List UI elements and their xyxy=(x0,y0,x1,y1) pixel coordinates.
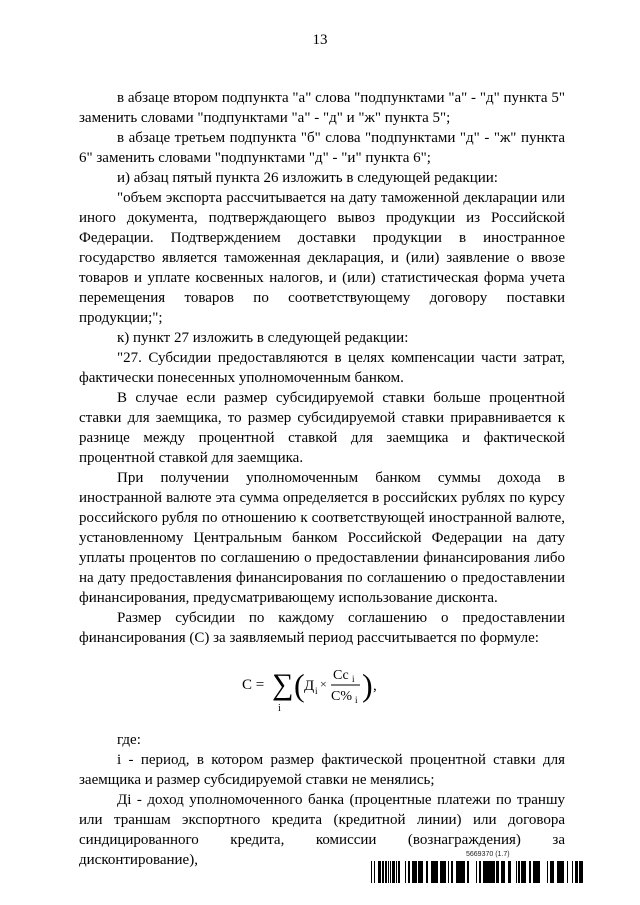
barcode-bar xyxy=(551,861,552,883)
barcode-bar xyxy=(553,861,554,883)
barcode-bar xyxy=(567,861,568,883)
paragraph: Размер субсидии по каждому соглашению о предоставлении финансирования (С) за заявляемый период рассчитывается по формуле: xyxy=(79,610,565,646)
barcode-bar xyxy=(522,861,523,883)
barcode-bar xyxy=(456,861,457,883)
barcode-bar xyxy=(537,861,538,883)
barcode-bar xyxy=(518,861,520,883)
barcode-bar xyxy=(433,861,436,883)
document-body xyxy=(79,88,565,870)
barcode-bar xyxy=(525,861,526,883)
barcode-bar xyxy=(382,861,384,883)
formula-sum-index: i xyxy=(278,703,281,714)
barcode-bar xyxy=(392,861,394,883)
barcode-bar xyxy=(419,861,422,883)
barcode-bar xyxy=(467,861,469,883)
paragraph: к) пункт 27 изложить в следующей редакции: xyxy=(117,330,409,346)
barcode-bar xyxy=(479,861,481,883)
paragraph: и) абзац пятый пункта 26 изложить в следующей редакции: xyxy=(117,170,498,186)
paragraph: в абзаце втором подпункта "а" слова "подпунктами "а" - "д" пункта 5" заменить словами "подпунктами "а" - "д" и "ж" пункта 5"; xyxy=(79,90,565,126)
quoted-paragraph: "объем экспорта рассчитывается на дату таможенной декларации или иного документа, подтверждающего вывоз продукции из Российской Федерации. Подтверждением доставки продукции в иностранное государство является таможенная декларация, и (или) заявление о ввозе товаров и уплате косвенных налогов, и (или) статистическая форма учета перемещения товаров по соответствующему договору поставки продукции;"; xyxy=(79,190,565,326)
barcode-bar xyxy=(431,861,432,883)
barcode-bar xyxy=(580,861,581,883)
barcode-bar xyxy=(581,861,582,883)
barcode xyxy=(371,861,587,883)
barcode-bar xyxy=(529,861,531,883)
barcode-bar xyxy=(508,861,509,883)
subsidy-formula xyxy=(79,654,565,720)
barcode-bar xyxy=(490,861,491,883)
paragraph: в абзаце третьем подпункта "б" слова "подпунктами "д" - "ж" пункта 6" заменить словами "подпунктами "д" - "и" пункта 6"; xyxy=(79,130,565,166)
barcode-bar xyxy=(572,861,573,883)
barcode-bar xyxy=(516,861,517,883)
barcode-bar xyxy=(491,861,492,883)
barcode-bar xyxy=(398,861,400,883)
sum-sign-icon: ∑ xyxy=(272,668,294,701)
paragraph: При получении уполномоченным банком суммы дохода в иностранной валюте эта сумма определяется в российских рублях по курсу российского рубля по отношению к соответствующей иностранной валюте, установленному Центральным банком Российской Федерации на дату уплаты процентов по соглашению о предоставлении финансирования либо на дату предоставления финансирования по соглашению о предоставлении финансирования, предусматривающему использование дисконта. xyxy=(79,470,565,606)
barcode-bar xyxy=(501,861,503,883)
barcode-bar xyxy=(562,861,564,883)
barcode-bar xyxy=(374,861,375,883)
barcode-bar xyxy=(440,861,443,883)
barcode-bar xyxy=(432,861,433,883)
formula-lhs: С = xyxy=(242,677,265,693)
quoted-paragraph: "27. Субсидии предоставляются в целях компенсации части затрат, фактически понесенных уполномоченным банком. xyxy=(79,350,565,386)
barcode-bar xyxy=(485,861,488,883)
barcode-bar xyxy=(412,861,415,883)
barcode-bar xyxy=(552,861,553,883)
barcode-bar xyxy=(418,861,419,883)
barcode-bar xyxy=(390,861,391,883)
barcode-bar xyxy=(378,861,381,883)
barcode-bar xyxy=(579,861,580,883)
barcode-bar xyxy=(539,861,540,883)
barcode-bar xyxy=(509,861,510,883)
barcode-bar xyxy=(460,861,462,883)
barcode-bar xyxy=(496,861,499,883)
barcode-bar xyxy=(371,861,372,883)
barcode-bar xyxy=(437,861,438,883)
page-number: 13 xyxy=(312,32,328,48)
formula-times: × xyxy=(320,677,327,691)
barcode-bar xyxy=(575,861,578,883)
barcode-bar xyxy=(476,861,477,883)
barcode-bar xyxy=(388,861,389,883)
barcode-bar xyxy=(415,861,417,883)
barcode-bar xyxy=(510,861,511,883)
barcode-bar xyxy=(523,861,524,883)
barcode-bar xyxy=(483,861,484,883)
barcode-bar xyxy=(536,861,537,883)
right-paren-icon: ) xyxy=(362,667,373,703)
barcode-bar xyxy=(436,861,437,883)
barcode-bar xyxy=(426,861,428,883)
formula-term-sub: i xyxy=(315,686,318,696)
barcode-bar xyxy=(394,861,395,883)
barcode-bar xyxy=(459,861,460,883)
barcode-bar xyxy=(559,861,560,883)
barcode-bar xyxy=(457,861,459,883)
barcode-bar xyxy=(488,861,489,883)
barcode-bar xyxy=(503,861,505,883)
barcode-bar xyxy=(538,861,539,883)
barcode-bar xyxy=(462,861,465,883)
barcode-bar xyxy=(524,861,525,883)
formula-denominator-sub: i xyxy=(355,695,358,705)
barcode-bar xyxy=(560,861,562,883)
barcode-bar xyxy=(489,861,490,883)
barcode-bar xyxy=(492,861,495,883)
left-paren-icon: ( xyxy=(294,667,305,703)
barcode-bar xyxy=(582,861,583,883)
barcode-bar xyxy=(484,861,485,883)
formula-numerator: Сс xyxy=(333,668,349,683)
paragraph: В случае если размер субсидируемой ставки больше процентной ставки для заемщика, то размер субсидируемой ставки приравнивается к разнице между процентной ставкой для заемщика и фактической процентной ставкой для заемщика. xyxy=(79,390,565,466)
barcode-bar xyxy=(405,861,406,883)
formula-trail: , xyxy=(373,678,377,694)
barcode-bar xyxy=(396,861,397,883)
barcode-bar xyxy=(385,861,386,883)
barcode-bar xyxy=(408,861,410,883)
paragraph: i - период, в котором размер фактической процентной ставки для заемщика и размер субсидируемой ставки не менялись; xyxy=(79,752,565,788)
barcode-bar xyxy=(443,861,446,883)
barcode-bar xyxy=(550,861,551,883)
barcode-bar xyxy=(557,861,559,883)
barcode-bar xyxy=(535,861,536,883)
paragraph: где: xyxy=(117,732,141,748)
barcode-bar xyxy=(534,861,535,883)
formula-term: Д xyxy=(304,678,315,694)
formula-numerator-sub: i xyxy=(352,674,355,684)
paragraph: Дi - доход уполномоченного банка (процентные платежи по траншу или траншам экспортного кредита (кредитной линии) или договора синдицированного кредита, комиссии (вознаграждения) за дисконтирование), xyxy=(79,792,565,868)
barcode-bar xyxy=(422,861,423,883)
barcode-bar xyxy=(386,861,387,883)
barcode-bar xyxy=(451,861,453,883)
document-id: 5669370 (1.7) xyxy=(466,851,510,858)
barcode-bar xyxy=(521,861,522,883)
formula-denominator: С% xyxy=(331,689,352,704)
barcode-bar xyxy=(533,861,534,883)
barcode-bar xyxy=(448,861,449,883)
barcode-bar xyxy=(547,861,548,883)
